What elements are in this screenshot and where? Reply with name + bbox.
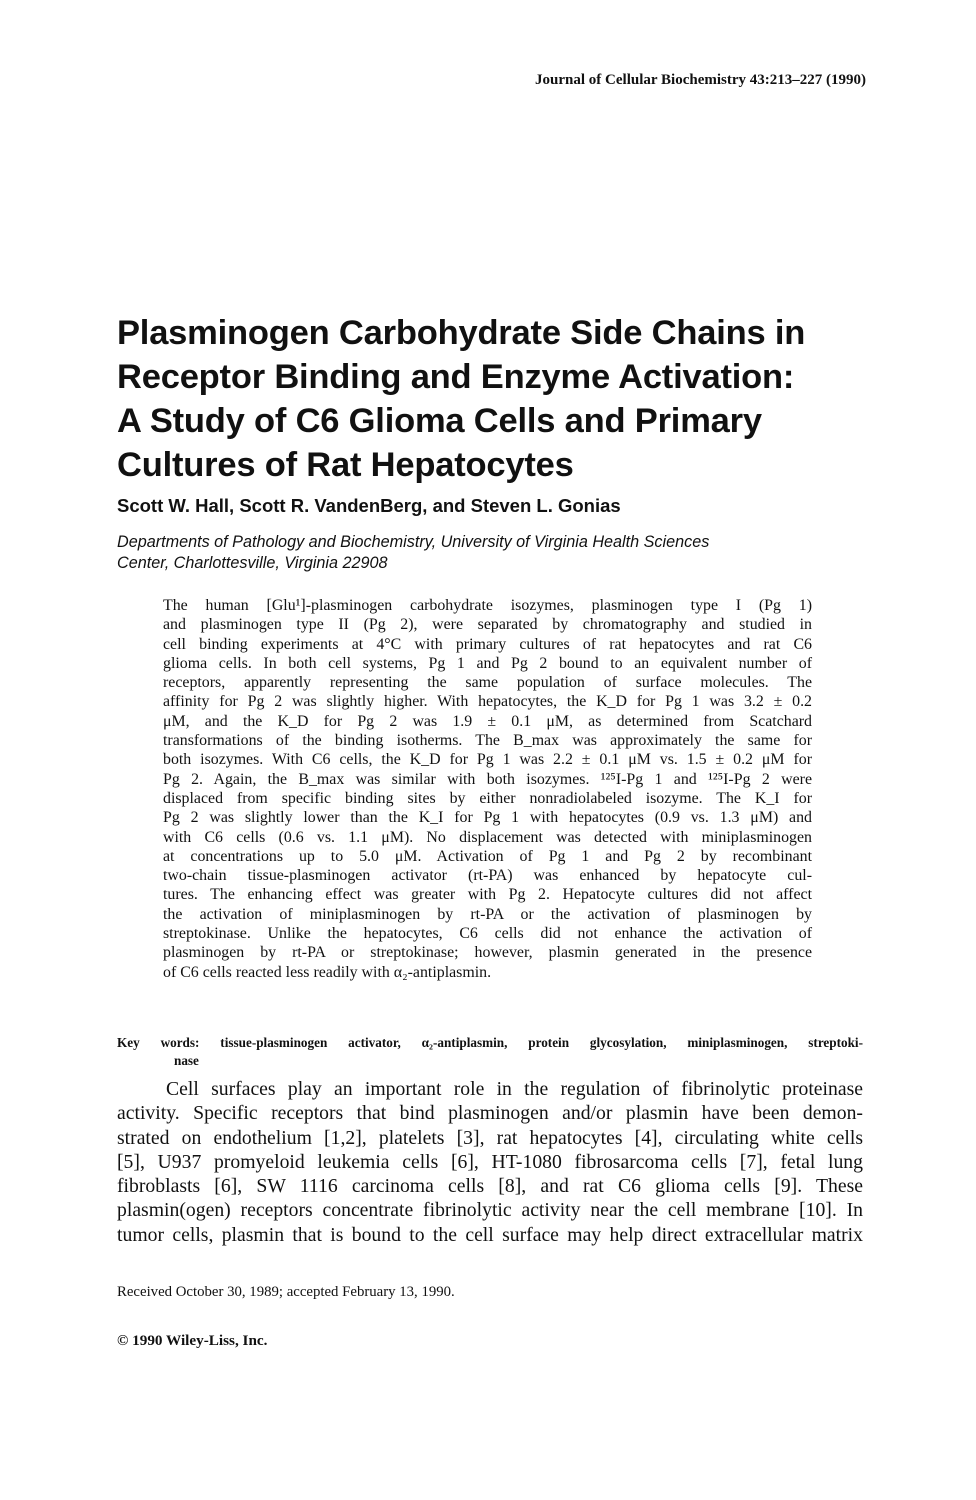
body-line: Cell surfaces play an important role in the regulation of fibrinolytic proteinase — [166, 1078, 863, 1100]
title-line: Receptor Binding and Enzyme Activation: — [117, 358, 795, 396]
abstract-line: receptors, apparently representing the same population of surface molecules. The — [163, 674, 812, 692]
body-line: plasmin(ogen) receptors concentrate fibrinolytic activity near the cell membrane [10]. In — [117, 1199, 863, 1222]
abstract-line: tures. The enhancing effect was greater with Pg 2. Hepatocyte cultures did not affect — [163, 886, 812, 904]
article-title — [117, 311, 877, 487]
abstract — [163, 596, 812, 982]
abstract-line: glioma cells. In both cell systems, Pg 1 and Pg 2 bound to an equivalent number of — [163, 654, 812, 672]
abstract-line: the activation of miniplasminogen by rt-PA or the activation of plasminogen by — [163, 905, 812, 923]
title-line: Cultures of Rat Hepatocytes — [117, 446, 574, 484]
body-line: [5], U937 promyeloid leukemia cells [6], HT-1080 fibrosarcoma cells [7], fetal lung — [117, 1150, 863, 1173]
abstract-line: with C6 cells (0.6 vs. 1.1 μM). No displacement was detected with miniplasminogen — [163, 828, 812, 846]
abstract-line: Pg 2 was slightly lower than the K_I for Pg 1 with hepatocytes (0.9 vs. 1.3 μM) and — [163, 809, 812, 827]
keywords — [117, 1034, 863, 1070]
body-paragraph — [117, 1077, 863, 1247]
copyright-notice: © 1990 Wiley-Liss, Inc. — [117, 1332, 268, 1349]
abstract-line: both isozymes. With C6 cells, the K_D for Pg 1 was 2.2 ± 0.1 μM vs. 1.5 ± 0.2 μM for — [163, 751, 812, 769]
body-line: fibroblasts [6], SW 1116 carcinoma cells [8], and rat C6 glioma cells [9]. These — [117, 1175, 863, 1198]
author-list: Scott W. Hall, Scott R. VandenBerg, and Steven L. Gonias — [117, 495, 621, 516]
abstract-line: cell binding experiments at 4°C with primary cultures of rat hepatocytes and rat C6 — [163, 635, 812, 653]
abstract-line: of C6 cells reacted less readily with α₂-antiplasmin. — [163, 963, 492, 981]
abstract-line: μM, and the K_D for Pg 2 was 1.9 ± 0.1 μM, as determined from Scatchard — [163, 712, 812, 730]
affiliation — [117, 532, 857, 574]
journal-citation: Journal of Cellular Biochemistry 43:213–227 (1990) — [535, 72, 866, 88]
body-line: tumor cells, plasmin that is bound to the cell surface may help direct extracellular matrix — [117, 1223, 863, 1246]
body-line: strated on endothelium [1,2], platelets [3], rat hepatocytes [4], circulating white cells — [117, 1126, 863, 1149]
abstract-line: and plasminogen type II (Pg 2), were separated by chromatography and studied in — [163, 616, 812, 634]
keywords-line: Key words: tissue-plasminogen activator, α₂-antiplasmin, protein glycosylation, miniplasminogen, streptoki- — [117, 1035, 863, 1050]
abstract-line: two-chain tissue-plasminogen activator (rt-PA) was enhanced by hepatocyte cul- — [163, 867, 812, 885]
title-line: A Study of C6 Glioma Cells and Primary — [117, 402, 762, 440]
abstract-line: displaced from specific binding sites by either nonradiolabeled isozyme. The K_I for — [163, 789, 812, 807]
abstract-line: plasminogen by rt-PA or streptokinase; however, plasmin generated in the presence — [163, 944, 812, 962]
abstract-line: Pg 2. Again, the B_max was similar with both isozymes. ¹²⁵I-Pg 1 and ¹²⁵I-Pg 2 were — [163, 770, 812, 788]
affiliation-line: Departments of Pathology and Biochemistry, University of Virginia Health Sciences — [117, 533, 710, 551]
keywords-line: nase — [174, 1053, 199, 1068]
received-date: Received October 30, 1989; accepted February 13, 1990. — [117, 1284, 455, 1300]
abstract-line: streptokinase. Unlike the hepatocytes, C6 cells did not enhance the activation of — [163, 925, 812, 943]
title-line: Plasminogen Carbohydrate Side Chains in — [117, 314, 806, 352]
abstract-line: affinity for Pg 2 was slightly higher. With hepatocytes, the K_D for Pg 1 was 3.2 ± 0.2 — [163, 693, 812, 711]
abstract-line: transformations of the binding isotherms. The B_max was approximately the same for — [163, 732, 812, 750]
body-line: activity. Specific receptors that bind plasminogen and/or plasmin have been demon- — [117, 1102, 863, 1125]
abstract-line: The human [Glu¹]-plasminogen carbohydrate isozymes, plasminogen type I (Pg 1) — [163, 597, 812, 614]
abstract-line: at concentrations up to 5.0 μM. Activation of Pg 1 and Pg 2 by recombinant — [163, 847, 812, 865]
affiliation-line: Center, Charlottesville, Virginia 22908 — [117, 554, 388, 572]
